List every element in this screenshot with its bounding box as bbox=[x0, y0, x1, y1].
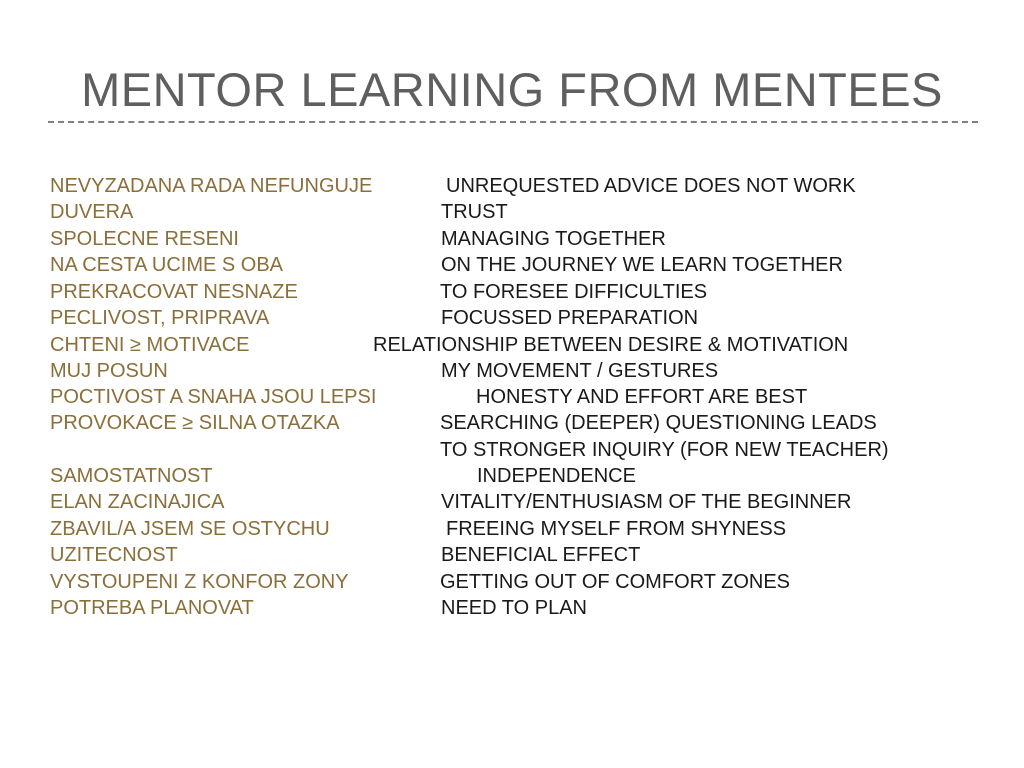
english-phrase: BENEFICIAL EFFECT bbox=[441, 544, 641, 566]
english-phrase: GETTING OUT OF COMFORT ZONES bbox=[440, 571, 791, 593]
english-phrase: TO FORESEE DIFFICULTIES bbox=[440, 281, 708, 303]
list-item bbox=[0, 279, 1024, 305]
list-item bbox=[0, 305, 1024, 331]
czech-phrase: PROVOKACE ≥ SILNA OTAZKA bbox=[50, 412, 340, 434]
czech-phrase: NA CESTA UCIME S OBA bbox=[50, 254, 284, 276]
czech-phrase: DUVERA bbox=[50, 201, 134, 223]
czech-phrase: UZITECNOST bbox=[50, 544, 178, 566]
czech-phrase: POCTIVOST A SNAHA JSOU LEPSI bbox=[50, 386, 377, 408]
english-phrase: VITALITY/ENTHUSIASM OF THE BEGINNER bbox=[441, 491, 852, 513]
list-item bbox=[0, 463, 1024, 489]
list-item bbox=[0, 173, 1024, 199]
english-phrase: RELATIONSHIP BETWEEN DESIRE & MOTIVATION bbox=[373, 334, 849, 356]
list-item bbox=[0, 199, 1024, 225]
english-phrase: NEED TO PLAN bbox=[441, 597, 587, 619]
czech-phrase: VYSTOUPENI Z KONFOR ZONY bbox=[50, 571, 349, 593]
english-phrase: TO STRONGER INQUIRY (FOR NEW TEACHER) bbox=[440, 439, 889, 461]
czech-phrase: ZBAVIL/A JSEM SE OSTYCHU bbox=[50, 518, 330, 540]
english-phrase: TRUST bbox=[441, 201, 508, 223]
list-item bbox=[0, 516, 1024, 542]
list-item bbox=[0, 410, 1024, 436]
english-phrase: FREEING MYSELF FROM SHYNESS bbox=[446, 518, 787, 540]
czech-phrase: SAMOSTATNOST bbox=[50, 465, 213, 487]
list-item bbox=[0, 542, 1024, 568]
list-item bbox=[0, 252, 1024, 278]
slide-title: MENTOR LEARNING FROM MENTEES bbox=[81, 63, 943, 116]
czech-phrase: NEVYZADANA RADA NEFUNGUJE bbox=[50, 175, 373, 197]
english-phrase: SEARCHING (DEEPER) QUESTIONING LEADS bbox=[440, 412, 877, 434]
english-phrase: UNREQUESTED ADVICE DOES NOT WORK bbox=[446, 175, 856, 197]
title-divider bbox=[48, 121, 978, 123]
list-item bbox=[0, 384, 1024, 410]
english-phrase: HONESTY AND EFFORT ARE BEST bbox=[476, 386, 808, 408]
list-item bbox=[0, 595, 1024, 621]
list-item bbox=[0, 489, 1024, 515]
list-item bbox=[0, 569, 1024, 595]
czech-phrase: MUJ POSUN bbox=[50, 360, 168, 382]
czech-phrase: ELAN ZACINAJICA bbox=[50, 491, 225, 513]
list-item bbox=[0, 358, 1024, 384]
english-phrase: FOCUSSED PREPARATION bbox=[441, 307, 699, 329]
list-item bbox=[0, 226, 1024, 252]
czech-phrase: SPOLECNE RESENI bbox=[50, 228, 239, 250]
czech-phrase: CHTENI ≥ MOTIVACE bbox=[50, 334, 250, 356]
czech-phrase: PREKRACOVAT NESNAZE bbox=[50, 281, 298, 303]
english-phrase: MANAGING TOGETHER bbox=[441, 228, 666, 250]
english-phrase: INDEPENDENCE bbox=[477, 465, 636, 487]
english-phrase: ON THE JOURNEY WE LEARN TOGETHER bbox=[441, 254, 843, 276]
czech-phrase: PECLIVOST, PRIPRAVA bbox=[50, 307, 270, 329]
czech-phrase: POTREBA PLANOVAT bbox=[50, 597, 254, 619]
english-phrase: MY MOVEMENT / GESTURES bbox=[441, 360, 719, 382]
list-item bbox=[0, 437, 1024, 463]
list-item bbox=[0, 332, 1024, 358]
